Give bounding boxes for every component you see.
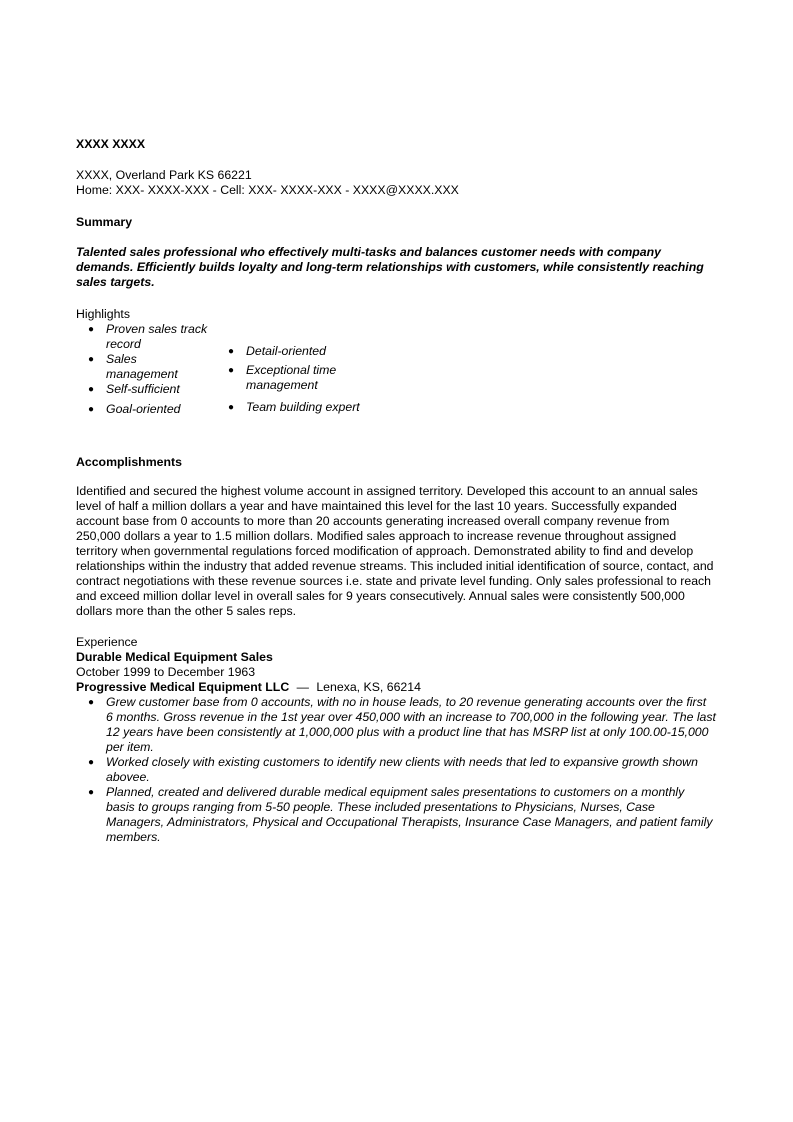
bullet-icon: ● <box>88 384 95 395</box>
bullet-icon: ● <box>88 404 95 415</box>
bullet-icon: ● <box>228 346 235 357</box>
duty-text: Planned, created and delivered durable medical equipment sales presentations to customers on a monthly basis to groups ranging from 5-50 people. These included presentations to Physicians, Nurses, Case Managers, Administrators, Physical and Occupational Therapists, Insurance Case Managers, and patient family members. <box>106 785 713 844</box>
bullet-icon: ● <box>88 757 95 768</box>
highlight-label: Goal-oriented <box>106 402 181 416</box>
job-title: Durable Medical Equipment Sales <box>76 650 273 664</box>
highlight-item <box>216 344 386 359</box>
highlight-item <box>76 322 226 352</box>
highlight-item <box>216 400 386 415</box>
highlight-label: Proven sales track record <box>106 322 208 351</box>
highlight-label: Self-sufficient <box>106 382 180 396</box>
bullet-icon: ● <box>88 697 95 708</box>
company-name: Progressive Medical Equipment LLC <box>76 680 290 694</box>
address-line: XXXX, Overland Park KS 66221 <box>76 168 252 182</box>
highlight-label: Exceptional time management <box>246 363 337 392</box>
bullet-icon: ● <box>228 402 235 413</box>
contact-line: Home: XXX- XXXX-XXX - Cell: XXX- XXXX-XXX - XXXX@XXXX.XXX <box>76 183 459 197</box>
highlight-label: Sales management <box>106 352 178 381</box>
job-company-line <box>76 680 421 695</box>
duty-item <box>76 755 716 785</box>
bullet-icon: ● <box>88 354 95 365</box>
bullet-icon: ● <box>88 787 95 798</box>
experience-heading: Experience <box>76 635 138 649</box>
duty-item <box>76 695 716 755</box>
highlight-item <box>216 363 386 393</box>
highlight-item <box>76 382 226 397</box>
accomplishments-heading: Accomplishments <box>76 455 182 469</box>
company-location: Lenexa, KS, 66214 <box>316 680 421 694</box>
highlight-label: Team building expert <box>246 400 360 414</box>
highlights-right-list <box>216 344 386 415</box>
highlight-label: Detail-oriented <box>246 344 326 358</box>
highlights-heading: Highlights <box>76 307 130 321</box>
duty-text: Grew customer base from 0 accounts, with no in house leads, to 20 revenue generating accounts over the first 6 months. Gross revenue in the 1st year over 450,000 with an increase to 700,000 in the following year. The last 12 years have been consistently at 1,000,000 plus with a product line that has MSRP list at only 100.00-15,000 per item. <box>106 695 716 754</box>
highlight-item <box>76 402 226 417</box>
highlight-item <box>76 352 226 382</box>
summary-text: Talented sales professional who effectively multi-tasks and balances customer needs with company demands. Efficiently builds loyalty and long-term relationships with customers, while consistently reaching sales targets. <box>76 245 704 289</box>
duty-text: Worked closely with existing customers to identify new clients with needs that led to expansive growth shown abovee. <box>106 755 698 784</box>
job-duties-list <box>76 695 716 845</box>
highlights-left-list <box>76 322 226 417</box>
duty-item <box>76 785 716 845</box>
company-separator: — <box>296 680 309 694</box>
bullet-icon: ● <box>228 365 235 376</box>
bullet-icon: ● <box>88 324 95 335</box>
candidate-name: XXXX XXXX <box>76 137 146 151</box>
accomplishments-text: Identified and secured the highest volume account in assigned territory. Developed this account to an annual sales level of half a million dollars a year and have maintained this level for the last 10 years. Successfully expanded account base from 0 accounts to more than 20 accounts generating increased overall company revenue from 250,000 dollars a year to 1.5 million dollars. Modified sales approach to increase revenue throughout assigned territory when governmental regulations forced modification of approach. Demonstrated ability to find and develop relationships within the industry that added revenue streams. This included initial identification of source, contact, and contract negotiations with these revenue sources i.e. state and private level funding. Only sales professional to reach and exceed million dollar level in overall sales for 9 years consecutively. Annual sales were consistently 500,000 dollars more than the other 5 sales reps. <box>76 484 714 618</box>
summary-heading: Summary <box>76 215 133 229</box>
job-dates: October 1999 to December 1963 <box>76 665 256 679</box>
